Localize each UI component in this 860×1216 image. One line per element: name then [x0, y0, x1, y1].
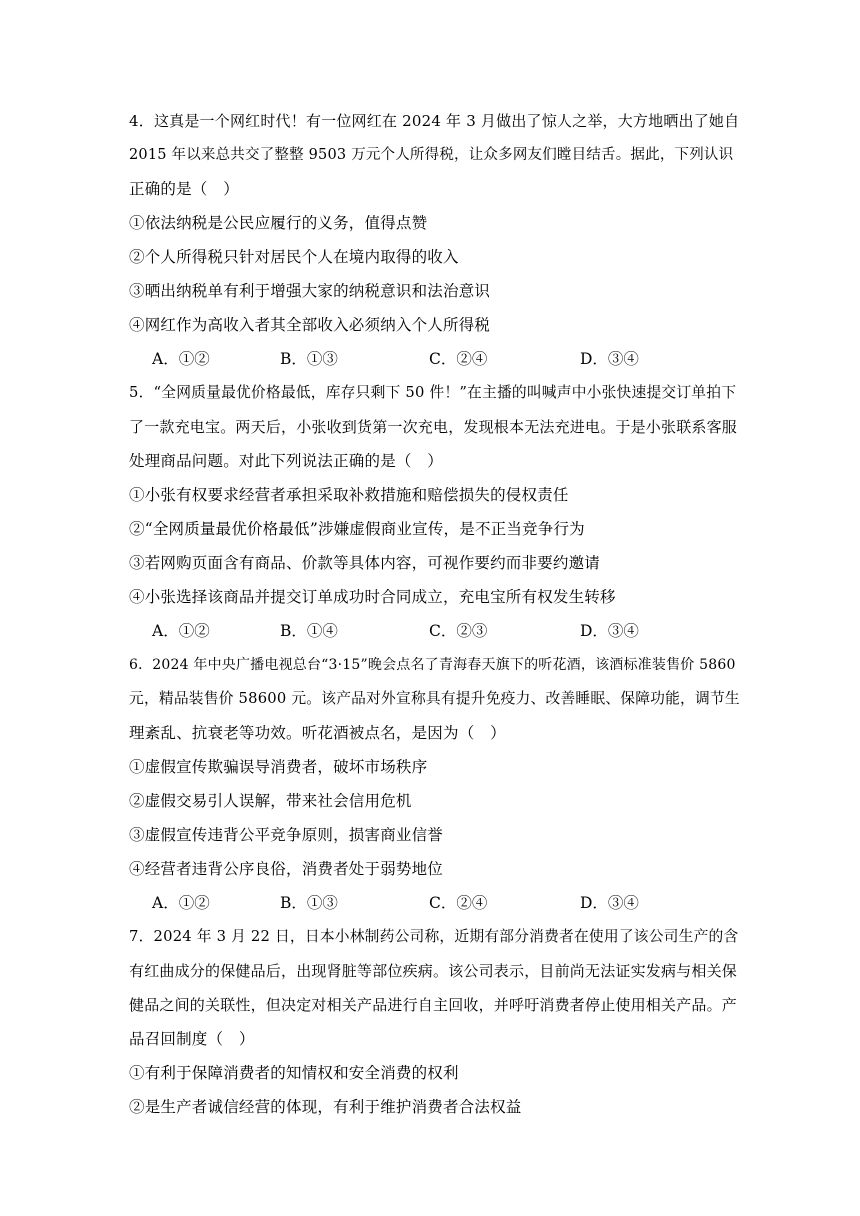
q5-item-4: ④小张选择该商品并提交订单成功时合同成立，充电宝所有权发生转移: [129, 588, 616, 606]
q4-item-4: ④网红作为高收入者其全部收入必须纳入个人所得税: [129, 316, 491, 334]
q4-option-d[interactable]: D．③④: [580, 350, 639, 368]
q4-stem-line-1: 4．这真是一个网红时代！有一位网红在 2024 年 3 月做出了惊人之举，大方地晒出了她自: [129, 112, 740, 130]
q6-item-3: ③虚假宣传违背公平竞争原则，损害商业信誉: [129, 826, 444, 844]
q6-option-d[interactable]: D．③④: [580, 894, 639, 912]
q6-option-a[interactable]: A．①②: [152, 894, 210, 912]
q7-item-1: ①有利于保障消费者的知情权和安全消费的权利: [129, 1064, 459, 1082]
q6-item-2: ②虚假交易引人误解，带来社会信用危机: [129, 792, 412, 810]
q5-option-a[interactable]: A．①②: [152, 622, 210, 640]
q5-stem-line-2: 了一款充电宝。两天后，小张收到货第一次充电，发现根本无法充进电。于是小张联系客服: [129, 418, 738, 436]
q5-item-3: ③若网购页面含有商品、价款等具体内容，可视作要约而非要约邀请: [129, 554, 601, 572]
q5-stem-line-3: 处理商品问题。对此下列说法正确的是（ ）: [129, 452, 444, 470]
q4-option-b[interactable]: B．①③: [280, 350, 338, 368]
q5-option-d[interactable]: D．③④: [580, 622, 639, 640]
q4-stem-line-3: 正确的是（ ）: [129, 180, 239, 198]
q5-item-1: ①小张有权要求经营者承担采取补救措施和赔偿损失的侵权责任: [129, 486, 569, 504]
q6-stem-line-1: 6．2024 年中央广播电视总台“3·15”晚会点名了青海春天旗下的听花酒，该酒标准装售价 5860: [129, 657, 736, 673]
q6-item-1: ①虚假宣传欺骗误导消费者，破坏市场秩序: [129, 758, 428, 776]
q5-option-b[interactable]: B．①④: [280, 622, 338, 640]
q4-stem-line-2: 2015 年以来总共交了整整 9503 万元个人所得税，让众多网友们瞠目结舌。据此，下列认识: [129, 147, 734, 163]
q6-stem-line-2: 元，精品装售价 58600 元。该产品对外宣称具有提升免疫力、改善睡眠、保障功能，调节生: [129, 690, 740, 707]
q6-stem-line-3: 理紊乱、抗衰老等功效。听花酒被点名，是因为（ ）: [129, 724, 506, 742]
q6-option-b[interactable]: B．①③: [280, 894, 338, 912]
q5-item-2: ②“全网质量最优价格最低”涉嫌虚假商业宣传，是不正当竞争行为: [129, 520, 585, 538]
q7-stem-line-1: 7．2024 年 3 月 22 日，日本小林制药公司称，近期有部分消费者在使用了该公司生产的含: [129, 928, 739, 945]
q5-options: [152, 621, 692, 641]
q4-item-2: ②个人所得税只针对居民个人在境内取得的收入: [129, 248, 459, 266]
q6-options: [152, 893, 692, 913]
q5-stem-line-1: 5．“全网质量最优价格最低，库存只剩下 50 件！”在主播的叫喊声中小张快速提交订单拍下: [129, 384, 737, 401]
q4-option-c[interactable]: C．②④: [429, 350, 488, 368]
q5-option-c[interactable]: C．②③: [429, 622, 488, 640]
q4-item-1: ①依法纳税是公民应履行的义务，值得点赞: [129, 214, 428, 232]
q4-option-a[interactable]: A．①②: [152, 350, 210, 368]
q7-stem-line-2: 有红曲成分的保健品后，出现肾脏等部位疾病。该公司表示，目前尚无法证实发病与相关保: [129, 962, 738, 980]
q4-item-3: ③晒出纳税单有利于增强大家的纳税意识和法治意识: [129, 282, 491, 300]
q7-item-2: ②是生产者诚信经营的体现，有利于维护消费者合法权益: [129, 1098, 522, 1116]
q7-stem-line-3: 健品之间的关联性，但决定对相关产品进行自主回收，并呼吁消费者停止使用相关产品。产: [129, 996, 738, 1014]
q7-stem-line-4: 品召回制度（ ）: [129, 1030, 255, 1048]
q4-options: [152, 349, 692, 369]
q6-option-c[interactable]: C．②④: [429, 894, 488, 912]
q6-item-4: ④经营者违背公序良俗，消费者处于弱势地位: [129, 860, 444, 878]
